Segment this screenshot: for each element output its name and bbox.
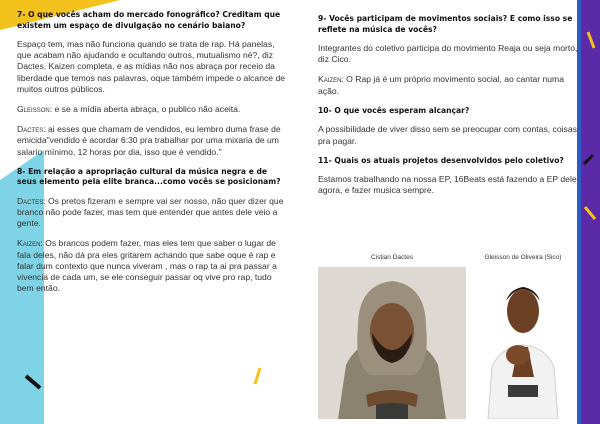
photo-block-dactes (318, 254, 466, 419)
answer-text: : ai esses que chamam de vendidos, eu lembro duma frase de emicida"vendido é acordar 6:30 pra trabalhar por uma mixaria de um salario mínimo, 12 horas por dia, isso que é vendido." (17, 124, 281, 157)
photo-dactes (318, 267, 466, 419)
answer-7-dactes-kaizen: Espaço tem, mas não funciona quando se trata de rap. Há panelas, que acabam não ajudando e ocultando outros, mutualismo né?, diz Dactes. Kaizen completa, e as mídias não nos abraça por receio da liberdade que temos nas palavras, oque também impede o alcance de muitos outros públicos. (17, 39, 286, 94)
answer-9-cico: Integrantes do coletivo participa do movimento Reaja ou seja morto, diz Cico. (318, 43, 578, 65)
question-8: 8- Em relação a apropriação cultural da música negra e de seus elemento pela elite branca...como vocês se posicionam? (17, 166, 281, 187)
person-hoodie-illustration (318, 267, 466, 419)
answer-7-dactes (17, 124, 286, 158)
answer-8-kaizen (17, 238, 286, 294)
answer-text: : Os brancos podem fazer, mas eles tem que saber o lugar de fala deles, não dá pra eles gritarem achando que sabe oque é rap e falar dum contexto que nunca viveram , mas o rap ta ai pra passar a vivencia de cada um, se ele conseguir passar oq vive pro rap, tudo bem então. (17, 238, 277, 294)
question-7: 7- O que vocês acham do mercado fonográfico? Creditam que existem um espaço de divulgação no cenário baiano? (17, 10, 281, 30)
person-pointing-illustration (478, 267, 568, 419)
speaker-name: Gleisson (17, 104, 50, 115)
answer-text: : e se a mídia aberta abraça, o publico não aceita. (49, 104, 241, 115)
speaker-name: Kaizen (17, 238, 41, 249)
photo-block-gleisson (478, 254, 568, 419)
photo-caption-gleisson: Gleisson de Oliveira (Sico) (484, 254, 562, 261)
answer-9-kaizen (318, 74, 580, 96)
question-9: 9- Vocês participam de movimentos sociais? E como isso se reflete na música de vocês? (318, 14, 573, 34)
photo-gleisson (478, 267, 568, 419)
answer-text: : O Rap já é um próprio movimento social, ao cantar numa ação. (318, 74, 564, 96)
answer-text: : Os pretos fizeram e sempre vai ser nosso, não quer dizer que branco não pode fazer, mas tem que entender que antes dele veio a gente. (17, 195, 284, 229)
speaker-name: Dactes (17, 195, 44, 206)
question-10: 10- O que vocês esperam alcançar? (318, 105, 470, 115)
speaker-name: Kaizen (318, 74, 342, 85)
answer-7-gleisson (17, 104, 286, 115)
photo-caption-dactes: Cistian Dactes (371, 254, 413, 261)
speaker-name: Dactes (17, 124, 44, 135)
question-11: 11- Quais os atuais projetos desenvolvidos pelo coletivo? (318, 155, 564, 165)
answer-8-dactes (17, 196, 286, 230)
answer-10: A possibilidade de viver disso sem se preocupar com contas, coisas pra pagar. (318, 124, 577, 146)
answer-11: Estamos trabalhando na nossa EP, 16Beats está fazendo a EP dele agora, e fazer musica sempre. (318, 174, 577, 196)
